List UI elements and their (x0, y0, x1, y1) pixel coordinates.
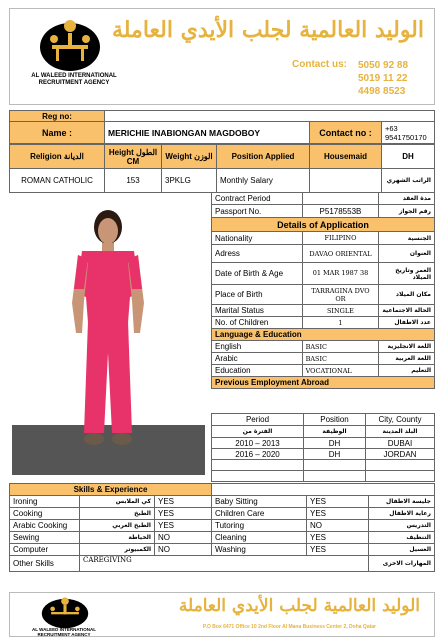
contract-period-label: Contract Period (212, 193, 303, 205)
skill-arabic-cooking-arabic: الطبخ العربي (80, 520, 155, 532)
other-skills-arabic: المهارات الاخرى (369, 556, 435, 572)
arabic-label: Arabic (212, 353, 303, 365)
passport-value: P5178553B (302, 205, 379, 218)
marital-status-label: Marital Status (212, 305, 303, 317)
footer-agency-line2: RECRUITMENT AGENCY (37, 632, 91, 637)
passport-arabic: رقم الجواز (379, 205, 435, 218)
contract-period-arabic: مدة العقد (379, 193, 435, 205)
skill-cooking-value: YES (155, 508, 212, 520)
marital-status-value: SINGLE (302, 305, 379, 317)
arabic-agency-title: الوليد العالمية لجلب الأيدي العاملة (111, 17, 424, 43)
dob-age-value: 01 MAR 1987 38 (302, 263, 379, 285)
weight-value: 3PKLG (162, 169, 217, 193)
period-header-arabic: الفترة من (212, 426, 304, 438)
phone-numbers (358, 59, 408, 98)
position-header-arabic: الوظيفة (304, 426, 366, 438)
skill-washing-value: YES (307, 544, 369, 556)
education-label: Education (212, 365, 303, 377)
skill-ironing-label: Ironing (10, 496, 80, 508)
contact-no-value: +63 9541750170 (382, 122, 435, 144)
skill-washing-label: Washing (212, 544, 307, 556)
address-arabic: العنوان (379, 245, 435, 263)
agency-name (14, 73, 134, 87)
arabic-arabic: اللغة العربية (379, 353, 435, 365)
employment-title: Previous Employment Abroad (212, 377, 435, 389)
religion-label: Religion الديانة (10, 145, 105, 169)
skills-table (9, 483, 435, 572)
children-arabic: عدد الاطفال (379, 317, 435, 329)
monthly-salary-label: Monthly Salary (217, 169, 310, 193)
children-value: 1 (302, 317, 379, 329)
skill-cleaning-label: Cleaning (212, 532, 307, 544)
employment-city: DUBAI (366, 438, 435, 449)
passport-label: Passport No. (212, 205, 303, 218)
skill-arabic-cooking-value: YES (155, 520, 212, 532)
language-education-title: Language & Education (212, 329, 435, 341)
skill-baby-sitting-label: Baby Sitting (212, 496, 307, 508)
employment-table (211, 413, 435, 482)
employment-position: DH (304, 438, 366, 449)
address-label: Adress (212, 245, 303, 263)
place-of-birth-value: TARRAGINA DVO OR (302, 285, 379, 305)
place-of-birth-arabic: مكان الميلاد (379, 285, 435, 305)
skill-sewing-arabic: الخياطة (80, 532, 155, 544)
period-header: Period (212, 414, 304, 426)
english-arabic: اللغة الانجليزية (379, 341, 435, 353)
religion-value: ROMAN CATHOLIC (10, 169, 105, 193)
letterhead (9, 8, 435, 105)
education-arabic: التعليم (379, 365, 435, 377)
employment-period: 2010 – 2013 (212, 438, 304, 449)
agency-logo-icon (38, 17, 102, 73)
name-value: MERICHIE INABIONGAN MAGDOBOY (105, 122, 310, 144)
arabic-value: BASIC (302, 353, 379, 365)
skill-computer-value: NO (155, 544, 212, 556)
monthly-salary-value (310, 169, 382, 193)
skill-children-care-arabic: رعاية الاطفال (369, 508, 435, 520)
footer-logo-icon (40, 595, 90, 629)
position-header: Position (304, 414, 366, 426)
employment-row-empty (212, 460, 435, 471)
skill-baby-sitting-arabic: جليسة الاطفال (369, 496, 435, 508)
contact-no-label: Contact no : (310, 122, 382, 144)
marital-status-arabic: الحالة الاجتماعية (379, 305, 435, 317)
skill-computer-label: Computer (10, 544, 80, 556)
skill-washing-arabic: الغسيل (369, 544, 435, 556)
dob-age-arabic: العمر وتاريخ الميلاد (379, 263, 435, 285)
footer-arabic-title: الوليد العالمية لجلب الأيدي العاملة (178, 596, 420, 616)
employment-row (212, 449, 435, 460)
position-value: Housemaid (310, 145, 382, 169)
skill-sewing-value: NO (155, 532, 212, 544)
skill-children-care-value: YES (307, 508, 369, 520)
skill-cleaning-value: YES (307, 532, 369, 544)
summary-table (9, 144, 435, 193)
footer-letterhead (9, 592, 435, 637)
personal-info-table (9, 110, 435, 144)
details-of-application-title: Details of Application (212, 218, 435, 232)
skill-tutoring-label: Tutoring (212, 520, 307, 532)
height-value: 153 (105, 169, 162, 193)
education-value: VOCATIONAL (302, 365, 379, 377)
phone-3: 4498 8523 (358, 86, 406, 97)
employment-period: 2016 – 2020 (212, 449, 304, 460)
skill-baby-sitting-value: YES (307, 496, 369, 508)
contact-us-label: Contact us: (292, 59, 347, 70)
address-value: DAVAO ORIENTAL (302, 245, 379, 263)
city-header: City, County (366, 414, 435, 426)
reg-no-label: Reg no: (10, 111, 105, 122)
employment-row-empty (212, 471, 435, 482)
skill-arabic-cooking-label: Arabic Cooking (10, 520, 80, 532)
nationality-label: Nationality (212, 232, 303, 245)
english-label: English (212, 341, 303, 353)
employment-city: JORDAN (366, 449, 435, 460)
application-table (211, 192, 435, 389)
weight-label: Weight الوزن (162, 145, 217, 169)
skill-ironing-value: YES (155, 496, 212, 508)
nationality-value: FILIPINO (302, 232, 379, 245)
children-label: No. of Children (212, 317, 303, 329)
skill-ironing-arabic: كي الملابس (80, 496, 155, 508)
candidate-photo (12, 193, 205, 475)
monthly-salary-arabic: الراتب الشهري (382, 169, 435, 193)
skill-computer-arabic: الكمبيوتر (80, 544, 155, 556)
skills-title-right (212, 484, 435, 496)
skills-title: Skills & Experience (10, 484, 212, 496)
skill-children-care-label: Children Care (212, 508, 307, 520)
footer-agency-line1: AL WALEED INTERNATIONAL (31, 627, 97, 632)
dob-age-label: Date of Birth & Age (212, 263, 303, 285)
nationality-arabic: الجنسية (379, 232, 435, 245)
reg-no-value (105, 111, 435, 122)
employment-position: DH (304, 449, 366, 460)
city-header-arabic: البلد المدينة (366, 426, 435, 438)
skill-tutoring-arabic: التدريس (369, 520, 435, 532)
employment-row (212, 438, 435, 449)
name-label: Name : (10, 122, 105, 144)
skill-sewing-label: Sewing (10, 532, 80, 544)
other-skills-label: Other Skills (10, 556, 80, 572)
agency-name-line1: AL WALEED INTERNATIONAL (31, 73, 117, 79)
phone-2: 5019 11 22 (358, 73, 408, 84)
phone-1: 5050 92 88 (358, 60, 409, 71)
place-of-birth-label: Place of Birth (212, 285, 303, 305)
height-label: Height الطول CM (105, 145, 162, 169)
english-value: BASIC (302, 341, 379, 353)
footer-address: P.O Box 6471 Office 10 2nd Floor Al Mana Business Center 2, Doha Qatar (202, 624, 376, 630)
skill-cleaning-arabic: التنظيف (369, 532, 435, 544)
other-skills-value: CAREGIVING (80, 556, 369, 572)
skill-cooking-label: Cooking (10, 508, 80, 520)
skill-cooking-arabic: الطبخ (80, 508, 155, 520)
candidate-figure-icon (12, 193, 205, 475)
footer-agency-name (24, 627, 104, 637)
skill-tutoring-value: NO (307, 520, 369, 532)
position-applied-label: Position Applied (217, 145, 310, 169)
dh-value: DH (382, 145, 435, 169)
contract-period-value (302, 193, 379, 205)
agency-name-line2: RECRUITMENT AGENCY (38, 80, 110, 86)
